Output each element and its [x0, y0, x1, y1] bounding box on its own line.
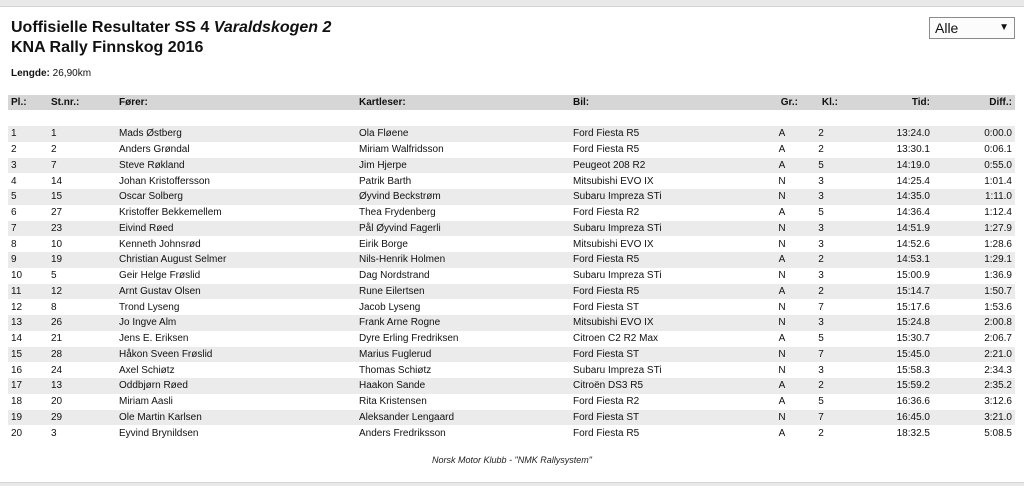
driver-cell: Anders Grøndal	[116, 142, 356, 158]
place-cell: 10	[8, 268, 48, 284]
time-cell: 16:36.6	[841, 394, 933, 410]
codriver-cell: Rita Kristensen	[356, 394, 570, 410]
diff-cell: 1:11.0	[933, 189, 1015, 205]
place-cell: 19	[8, 410, 48, 426]
table-row	[8, 347, 1015, 363]
length-label: Lengde:	[11, 68, 50, 79]
diff-cell: 2:34.3	[933, 362, 1015, 378]
start-number-cell: 8	[48, 299, 116, 315]
driver-cell: Steve Røkland	[116, 158, 356, 174]
time-cell: 13:24.0	[841, 126, 933, 142]
class-cell: 3	[801, 315, 841, 331]
diff-cell: 1:28.6	[933, 236, 1015, 252]
car-cell: Peugeot 208 R2	[570, 158, 763, 174]
time-cell: 14:36.4	[841, 205, 933, 221]
filter-selected-value: Alle	[935, 20, 959, 36]
codriver-cell: Jim Hjerpe	[356, 158, 570, 174]
group-cell: N	[763, 221, 801, 237]
codriver-cell: Rune Eilertsen	[356, 284, 570, 300]
driver-cell: Axel Schiøtz	[116, 362, 356, 378]
start-number-cell: 7	[48, 158, 116, 174]
start-number-cell: 1	[48, 126, 116, 142]
group-cell: N	[763, 236, 801, 252]
stage-length	[11, 68, 91, 79]
car-cell: Citroen C2 R2 Max	[570, 331, 763, 347]
group-cell: N	[763, 362, 801, 378]
diff-cell: 0:00.0	[933, 126, 1015, 142]
driver-cell: Miriam Aasli	[116, 394, 356, 410]
car-cell: Subaru Impreza STi	[570, 221, 763, 237]
table-row	[8, 189, 1015, 205]
time-cell: 14:51.9	[841, 221, 933, 237]
class-cell: 3	[801, 221, 841, 237]
car-cell: Subaru Impreza STi	[570, 268, 763, 284]
table-row	[8, 362, 1015, 378]
car-cell: Mitsubishi EVO IX	[570, 173, 763, 189]
place-cell: 14	[8, 331, 48, 347]
start-number-cell: 29	[48, 410, 116, 426]
group-cell: N	[763, 173, 801, 189]
time-cell: 15:00.9	[841, 268, 933, 284]
codriver-cell: Dag Nordstrand	[356, 268, 570, 284]
footer-credit: Norsk Motor Klubb - "NMK Rallysystem"	[432, 455, 592, 465]
start-number-cell: 2	[48, 142, 116, 158]
diff-cell: 1:27.9	[933, 221, 1015, 237]
start-number-cell: 13	[48, 378, 116, 394]
car-cell: Mitsubishi EVO IX	[570, 315, 763, 331]
group-cell: N	[763, 347, 801, 363]
class-cell: 2	[801, 378, 841, 394]
place-cell: 18	[8, 394, 48, 410]
table-row	[8, 331, 1015, 347]
group-cell: N	[763, 268, 801, 284]
car-cell: Ford Fiesta R5	[570, 142, 763, 158]
table-row	[8, 394, 1015, 410]
driver-cell: Jens E. Eriksen	[116, 331, 356, 347]
codriver-cell: Eirik Borge	[356, 236, 570, 252]
car-cell: Ford Fiesta R5	[570, 252, 763, 268]
table-row	[8, 158, 1015, 174]
start-number-cell: 20	[48, 394, 116, 410]
driver-cell: Geir Helge Frøslid	[116, 268, 356, 284]
diff-cell: 2:00.8	[933, 315, 1015, 331]
place-cell: 6	[8, 205, 48, 221]
class-filter-select[interactable]	[929, 17, 1015, 39]
start-number-cell: 10	[48, 236, 116, 252]
time-cell: 15:14.7	[841, 284, 933, 300]
group-cell: A	[763, 252, 801, 268]
diff-cell: 5:08.5	[933, 425, 1015, 441]
diff-cell: 0:55.0	[933, 158, 1015, 174]
results-body	[8, 110, 1015, 441]
start-number-cell: 21	[48, 331, 116, 347]
codriver-cell: Miriam Walfridsson	[356, 142, 570, 158]
time-cell: 18:32.5	[841, 425, 933, 441]
place-cell: 17	[8, 378, 48, 394]
time-cell: 15:45.0	[841, 347, 933, 363]
group-cell: N	[763, 189, 801, 205]
codriver-cell: Thea Frydenberg	[356, 205, 570, 221]
table-row	[8, 126, 1015, 142]
driver-cell: Johan Kristoffersson	[116, 173, 356, 189]
table-row	[8, 378, 1015, 394]
driver-cell: Oscar Solberg	[116, 189, 356, 205]
place-cell: 9	[8, 252, 48, 268]
group-cell: A	[763, 205, 801, 221]
place-cell: 11	[8, 284, 48, 300]
codriver-cell: Pål Øyvind Fagerli	[356, 221, 570, 237]
table-row	[8, 205, 1015, 221]
driver-cell: Eivind Røed	[116, 221, 356, 237]
start-number-cell: 24	[48, 362, 116, 378]
table-row	[8, 252, 1015, 268]
table-row	[8, 425, 1015, 441]
class-cell: 2	[801, 126, 841, 142]
start-number-cell: 28	[48, 347, 116, 363]
title-prefix: Uoffisielle Resultater SS 4	[11, 19, 214, 36]
class-cell: 3	[801, 173, 841, 189]
group-cell: A	[763, 158, 801, 174]
car-cell: Subaru Impreza STi	[570, 189, 763, 205]
start-number-cell: 5	[48, 268, 116, 284]
codriver-cell: Øyvind Beckstrøm	[356, 189, 570, 205]
car-cell: Subaru Impreza STi	[570, 362, 763, 378]
place-cell: 20	[8, 425, 48, 441]
car-cell: Mitsubishi EVO IX	[570, 236, 763, 252]
driver-cell: Oddbjørn Røed	[116, 378, 356, 394]
class-cell: 3	[801, 268, 841, 284]
length-value: 26,90km	[52, 68, 92, 79]
class-cell: 3	[801, 236, 841, 252]
results-table	[8, 95, 1015, 441]
group-cell: A	[763, 126, 801, 142]
column-header-diff[interactable]: Diff.:	[933, 95, 1015, 110]
start-number-cell: 26	[48, 315, 116, 331]
codriver-cell: Marius Fuglerud	[356, 347, 570, 363]
driver-cell: Eyvind Brynildsen	[116, 425, 356, 441]
time-cell: 15:30.7	[841, 331, 933, 347]
place-cell: 12	[8, 299, 48, 315]
start-number-cell: 23	[48, 221, 116, 237]
class-cell: 2	[801, 284, 841, 300]
column-header-codriver[interactable]: Kartleser:	[356, 95, 570, 110]
diff-cell: 1:53.6	[933, 299, 1015, 315]
codriver-cell: Dyre Erling Fredriksen	[356, 331, 570, 347]
chevron-down-icon: ▼	[999, 22, 1009, 33]
place-cell: 1	[8, 126, 48, 142]
driver-cell: Christian August Selmer	[116, 252, 356, 268]
car-cell: Ford Fiesta R5	[570, 126, 763, 142]
column-header-class[interactable]: Kl.:	[801, 95, 841, 110]
diff-cell: 1:12.4	[933, 205, 1015, 221]
start-number-cell: 12	[48, 284, 116, 300]
diff-cell: 2:06.7	[933, 331, 1015, 347]
page-title	[11, 19, 331, 37]
table-row	[8, 221, 1015, 237]
diff-cell: 2:21.0	[933, 347, 1015, 363]
time-cell: 14:52.6	[841, 236, 933, 252]
place-cell: 5	[8, 189, 48, 205]
group-cell: A	[763, 284, 801, 300]
class-cell: 7	[801, 410, 841, 426]
time-cell: 14:35.0	[841, 189, 933, 205]
driver-cell: Håkon Sveen Frøslid	[116, 347, 356, 363]
car-cell: Ford Fiesta ST	[570, 410, 763, 426]
codriver-cell: Frank Arne Rogne	[356, 315, 570, 331]
group-cell: N	[763, 299, 801, 315]
page-subtitle: KNA Rally Finnskog 2016	[11, 39, 204, 56]
car-cell: Ford Fiesta ST	[570, 347, 763, 363]
column-header-group[interactable]: Gr.:	[763, 95, 801, 110]
place-cell: 13	[8, 315, 48, 331]
group-cell: A	[763, 142, 801, 158]
diff-cell: 3:12.6	[933, 394, 1015, 410]
table-row	[8, 268, 1015, 284]
car-cell: Ford Fiesta R2	[570, 205, 763, 221]
spacer-row	[8, 110, 1015, 126]
time-cell: 15:17.6	[841, 299, 933, 315]
group-cell: A	[763, 331, 801, 347]
class-cell: 5	[801, 331, 841, 347]
codriver-cell: Nils-Henrik Holmen	[356, 252, 570, 268]
class-cell: 5	[801, 205, 841, 221]
place-cell: 7	[8, 221, 48, 237]
car-cell: Citroën DS3 R5	[570, 378, 763, 394]
diff-cell: 0:06.1	[933, 142, 1015, 158]
time-cell: 14:25.4	[841, 173, 933, 189]
codriver-cell: Patrik Barth	[356, 173, 570, 189]
time-cell: 15:58.3	[841, 362, 933, 378]
car-cell: Ford Fiesta ST	[570, 299, 763, 315]
diff-cell: 1:01.4	[933, 173, 1015, 189]
time-cell: 13:30.1	[841, 142, 933, 158]
time-cell: 15:24.8	[841, 315, 933, 331]
place-cell: 8	[8, 236, 48, 252]
driver-cell: Mads Østberg	[116, 126, 356, 142]
diff-cell: 3:21.0	[933, 410, 1015, 426]
class-cell: 2	[801, 142, 841, 158]
place-cell: 16	[8, 362, 48, 378]
car-cell: Ford Fiesta R5	[570, 284, 763, 300]
diff-cell: 1:29.1	[933, 252, 1015, 268]
start-number-cell: 19	[48, 252, 116, 268]
codriver-cell: Jacob Lyseng	[356, 299, 570, 315]
place-cell: 3	[8, 158, 48, 174]
driver-cell: Jo Ingve Alm	[116, 315, 356, 331]
group-cell: A	[763, 394, 801, 410]
bottom-border	[0, 482, 1024, 486]
codriver-cell: Haakon Sande	[356, 378, 570, 394]
class-cell: 2	[801, 252, 841, 268]
group-cell: N	[763, 410, 801, 426]
table-row	[8, 299, 1015, 315]
time-cell: 14:53.1	[841, 252, 933, 268]
car-cell: Ford Fiesta R5	[570, 425, 763, 441]
start-number-cell: 15	[48, 189, 116, 205]
class-cell: 7	[801, 299, 841, 315]
driver-cell: Kenneth Johnsrød	[116, 236, 356, 252]
table-row	[8, 315, 1015, 331]
group-cell: N	[763, 315, 801, 331]
time-cell: 16:45.0	[841, 410, 933, 426]
column-header-driver[interactable]: Fører:	[116, 95, 356, 110]
top-border	[0, 0, 1024, 7]
title-stage-name: Varaldskogen 2	[213, 19, 332, 36]
class-cell: 2	[801, 425, 841, 441]
class-cell: 5	[801, 158, 841, 174]
diff-cell: 2:35.2	[933, 378, 1015, 394]
diff-cell: 1:36.9	[933, 268, 1015, 284]
start-number-cell: 27	[48, 205, 116, 221]
time-cell: 14:19.0	[841, 158, 933, 174]
class-cell: 3	[801, 189, 841, 205]
class-cell: 5	[801, 394, 841, 410]
driver-cell: Kristoffer Bekkemellem	[116, 205, 356, 221]
car-cell: Ford Fiesta R2	[570, 394, 763, 410]
start-number-cell: 3	[48, 425, 116, 441]
group-cell: A	[763, 378, 801, 394]
column-header-time[interactable]: Tid:	[841, 95, 933, 110]
driver-cell: Trond Lyseng	[116, 299, 356, 315]
table-row	[8, 410, 1015, 426]
class-cell: 7	[801, 347, 841, 363]
codriver-cell: Anders Fredriksson	[356, 425, 570, 441]
group-cell: A	[763, 425, 801, 441]
codriver-cell: Thomas Schiøtz	[356, 362, 570, 378]
column-header-car[interactable]: Bil:	[570, 95, 763, 110]
column-header-place[interactable]: Pl.:	[8, 95, 48, 110]
time-cell: 15:59.2	[841, 378, 933, 394]
table-row	[8, 173, 1015, 189]
column-header-start-number[interactable]: St.nr.:	[48, 95, 116, 110]
place-cell: 15	[8, 347, 48, 363]
diff-cell: 1:50.7	[933, 284, 1015, 300]
table-header-row	[8, 95, 1015, 110]
place-cell: 2	[8, 142, 48, 158]
codriver-cell: Aleksander Lengaard	[356, 410, 570, 426]
place-cell: 4	[8, 173, 48, 189]
table-row	[8, 142, 1015, 158]
start-number-cell: 14	[48, 173, 116, 189]
codriver-cell: Ola Fløene	[356, 126, 570, 142]
class-cell: 3	[801, 362, 841, 378]
driver-cell: Ole Martin Karlsen	[116, 410, 356, 426]
table-row	[8, 284, 1015, 300]
driver-cell: Arnt Gustav Olsen	[116, 284, 356, 300]
table-row	[8, 236, 1015, 252]
